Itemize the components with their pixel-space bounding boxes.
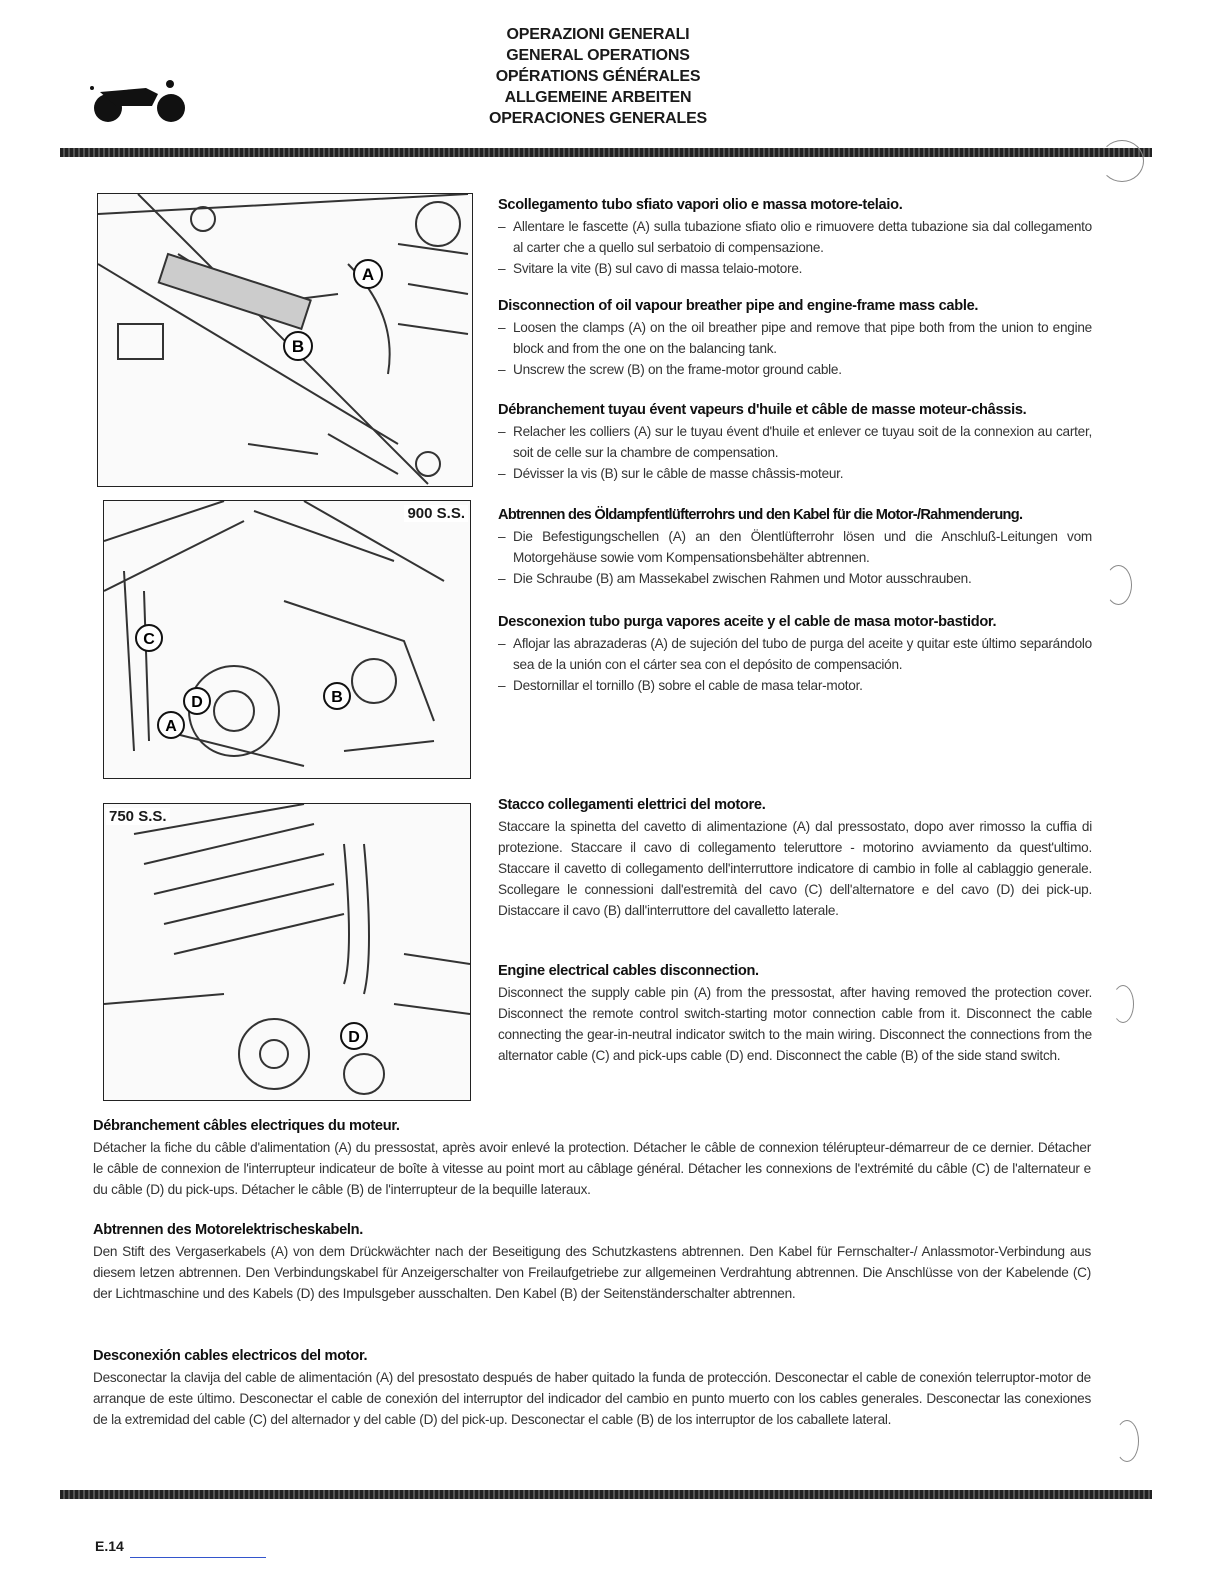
svg-text:D: D — [191, 694, 203, 711]
section-title: Engine electrical cables disconnection. — [498, 963, 759, 979]
svg-text:A: A — [165, 718, 177, 735]
section-title: Débranchement tuyau évent vapeurs d'huile et câble de masse moteur-châssis. — [498, 402, 1027, 418]
binder-hole — [1100, 140, 1144, 182]
step: – Destornillar el tornillo (B) sobre el cable de masa telar-motor. — [498, 675, 1092, 696]
section-title: Abtrennen des Motorelektrischeskabeln. — [93, 1222, 364, 1238]
engine-illustration — [98, 194, 472, 486]
svg-text:A: A — [361, 265, 375, 284]
binder-hole — [1105, 565, 1132, 605]
section-title: Abtrennen des Öldampfentlüfterrohrs und den Kabel für die Motor-/Rahmenderung. — [498, 507, 1023, 523]
binder-hole — [1115, 1420, 1139, 1462]
step: – Aflojar las abrazaderas (A) de sujeción del tubo de purga del aceite y quitar este último separándolo sea de la unión con el cárter sea con el depósito de compensación. — [498, 633, 1092, 675]
callout-A — [158, 712, 184, 738]
motorcycle-logo-icon — [86, 70, 191, 128]
binder-hole — [1112, 985, 1134, 1023]
figure-900ss — [103, 500, 471, 779]
header-titles — [440, 24, 756, 129]
callout-C — [136, 625, 162, 651]
header-title-de: ALLGEMEINE ARBEITEN — [504, 89, 692, 106]
header-title-fr: OPÉRATIONS GÉNÉRALES — [495, 68, 701, 85]
callout-D — [341, 1023, 367, 1049]
figure-caption: 900 S.S. — [404, 505, 468, 522]
step: – Die Schraube (B) am Massekabel zwischen Rahmen und Motor ausschrauben. — [498, 568, 1092, 589]
figure-breather-pipe — [97, 193, 473, 487]
footer-underline — [130, 1557, 266, 1558]
engine-illustration — [104, 804, 470, 1100]
callout-B — [284, 332, 312, 360]
section-en-breather — [498, 296, 1092, 380]
section-title: Desconexión cables electricos del motor. — [93, 1348, 368, 1364]
section-de-electrical — [93, 1220, 1091, 1304]
svg-text:D: D — [348, 1029, 360, 1046]
svg-text:B: B — [291, 337, 305, 356]
header-title-es: OPERACIONES GENERALES — [488, 110, 708, 127]
step: – Relacher les colliers (A) sur le tuyau évent d'huile et enlever ce tuyau soit de la connexion au carter, soit de celle sur la chambre de compensation. — [498, 421, 1092, 463]
step: – Dévisser la vis (B) sur le câble de masse châssis-moteur. — [498, 463, 1092, 484]
engine-illustration — [104, 501, 470, 778]
section-title: Scollegamento tubo sfiato vapori olio e massa motore-telaio. — [498, 197, 903, 213]
section-fr-electrical — [93, 1116, 1091, 1200]
section-it-electrical — [498, 795, 1092, 921]
svg-text:B: B — [331, 689, 343, 706]
section-es-breather — [498, 612, 1092, 696]
header-divider — [60, 148, 1152, 157]
section-title: Disconnection of oil vapour breather pipe and engine-frame mass cable. — [498, 298, 979, 314]
section-title: Débranchement câbles electriques du moteur. — [93, 1118, 400, 1134]
footer-divider — [60, 1490, 1152, 1499]
section-de-breather — [498, 505, 1092, 589]
section-es-electrical — [93, 1346, 1091, 1430]
section-it-breather — [498, 195, 1092, 279]
section-body: Détacher la fiche du câble d'alimentation (A) du pressostat, après avoir enlevé la protection. Détacher le câble de connexion télérupteur-démarreur de ce dernier. Détacher le câble de connexion de l'interrupteur indicateur de boîte à vitesse au point mort au câblage général. Détacher les connexions de l'extrémité du câble (C) de l'alternateur e du câble (D) du pick-ups. Détacher le câble (B) de l'interrupteur de la bequille lateraux. — [93, 1140, 1091, 1197]
figure-750ss — [103, 803, 471, 1101]
section-title: Stacco collegamenti elettrici del motore. — [498, 797, 766, 813]
section-fr-breather — [498, 400, 1092, 484]
step: – Allentare le fascette (A) sulla tubazione sfiato olio e rimuovere detta tubazione sia dal collegamento al carter che a quello sul serbatoio di compensazione. — [498, 216, 1092, 258]
section-title: Desconexion tubo purga vapores aceite y el cable de masa motor-bastidor. — [498, 614, 997, 630]
page-number: E.14 — [95, 1538, 124, 1554]
section-body: Staccare la spinetta del cavetto di alimentazione (A) dal pressostato, dopo aver rimosso la cuffia di protezione. Staccare il cavo di collegamento teleruttore - motorino avviamento da quest'ultimo. Staccare il cavetto di collegamento dell'interruttore indicatore di cambio in folle al cablaggio generale. Scollegare le connessioni dall'estremità del cavo (C) dell'alternatore e del cavo (D) dei pick-up. Distaccare il cavo (B) dall'interruttore del cavalletto laterale. — [498, 819, 1092, 918]
step: – Loosen the clamps (A) on the oil breather pipe and remove that pipe both from the union to engine block and from the one on the balancing tank. — [498, 317, 1092, 359]
step: – Unscrew the screw (B) on the frame-motor ground cable. — [498, 359, 1092, 380]
header-title-it: OPERAZIONI GENERALI — [506, 26, 690, 43]
section-body: Disconnect the supply cable pin (A) from the pressostat, after having removed the protection cover. Disconnect the remote control switch-starting motor connection cable from it. Disconnect the cable connecting the gear-in-neutral indicator switch to the main wiring. Disconnect the connections from the alternator cable (C) and pick-ups cable (D) end. Disconnect the cable (B) of the side stand switch. — [498, 985, 1092, 1063]
callout-D — [184, 688, 210, 714]
svg-text:C: C — [143, 631, 155, 648]
section-body: Den Stift des Vergaserkabels (A) von dem Drückwächter nach der Beseitigung des Schutzkastens abtrennen. Den Kabel für Fernschalter-/ Anlassmotor-Verbindung aus diesem letzen abtrennen. Den Verbindungskabel für Anzeigerschalter von Freilaufgetriebe zur allgemeinen Verdrahtung abtrennen. Die Anschlüsse von der Kabelende (C) der Lichtmaschine und des Kabels (D) des Impulsgeber ausschalten. Den Kabel (B) der Seitenständerschalter abtrennen. — [93, 1244, 1091, 1301]
step: – Svitare la vite (B) sul cavo di massa telaio-motore. — [498, 258, 1092, 279]
figure-caption: 750 S.S. — [106, 808, 170, 825]
section-en-electrical — [498, 961, 1092, 1066]
section-body: Desconectar la clavija del cable de alimentación (A) del presostato después de haber quitado la funda de protección. Desconectar el cable de conexión telerruptor-motor de arranque de este último. Desconectar el cable de conexión del interruptor del indicador del cambio en punto muerto con los cables generales. Desconectar las conexiones de la extremidad del cable (C) del alternador y del cable (D) del pick-up. Desconectar el cable (B) de los interruptor de los caballete lateral. — [93, 1370, 1091, 1427]
callout-A — [354, 260, 382, 288]
callout-B — [324, 683, 350, 709]
header-title-en: GENERAL OPERATIONS — [506, 47, 690, 64]
step: – Die Befestigungschellen (A) an den Ölentlüfterrohr lösen und die Anschluß-Leitungen vom Motorgehäuse sowie vom Kompensationsbehälter abtrennen. — [498, 526, 1092, 568]
